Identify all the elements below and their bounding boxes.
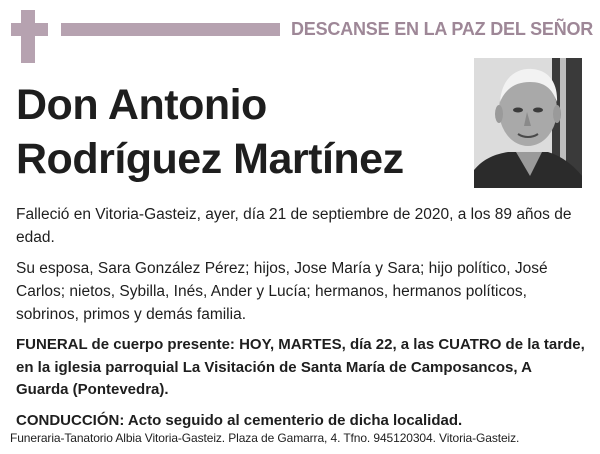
conduction-details: CONDUCCIÓN: Acto seguido al cementerio de dicha localidad. (16, 411, 463, 429)
death-notice: Falleció en Vitoria-Gasteiz, ayer, día 21 de septiembre de 2020, a los 89 años de edad. (16, 206, 572, 246)
portrait-image (474, 58, 582, 188)
cross-vertical-bar (21, 10, 35, 63)
deceased-name-line1: Don Antonio (16, 81, 267, 129)
rip-heading: DESCANSE EN LA PAZ DEL SEÑOR (291, 19, 594, 39)
cross-horizontal-bar (11, 23, 48, 36)
header-divider (61, 23, 280, 36)
deceased-name (16, 78, 404, 186)
obituary-body (16, 203, 586, 440)
deceased-photo (474, 58, 582, 188)
deceased-name-line2: Rodríguez Martínez (16, 135, 404, 183)
family-list: Su esposa, Sara González Pérez; hijos, Jose María y Sara; hijo político, José Carlos; nietos, Sybilla, Inés, Ander y Lucía; hermanos, hermanos políticos, sobrinos, primos y demás familia. (16, 260, 548, 323)
funeral-details: FUNERAL de cuerpo presente: HOY, MARTES, día 22, a las CUATRO de la tarde, en la iglesia parroquial La Visitación de Santa María de Camposancos, A Guarda (Pontevedra). (16, 336, 585, 398)
funeral-home-footer: Funeraria-Tanatorio Albia Vitoria-Gasteiz. Plaza de Gamarra, 4. Tfno. 945120304. Vitoria-Gasteiz. (10, 431, 520, 445)
